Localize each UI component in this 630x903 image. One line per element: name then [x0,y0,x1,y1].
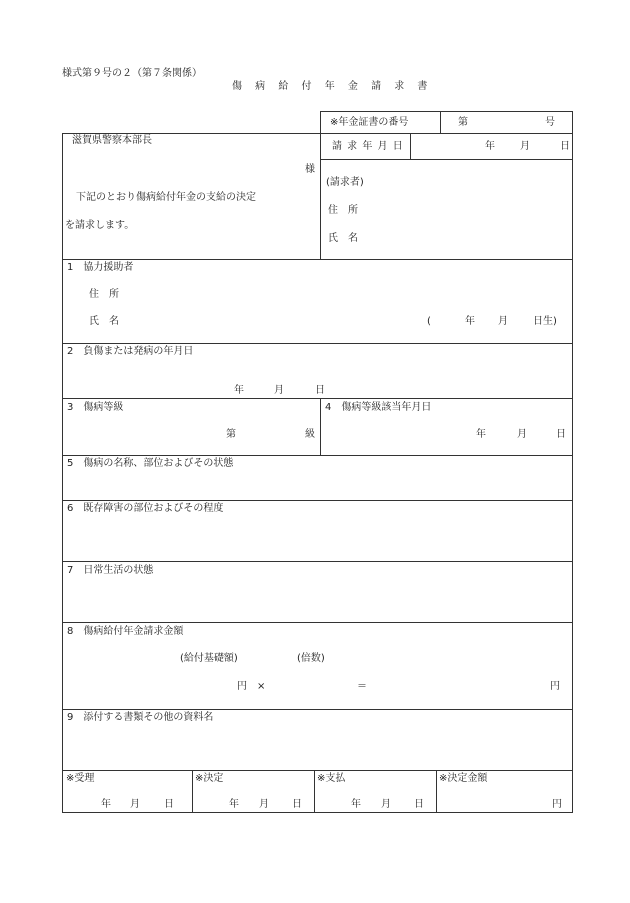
section-2-month: 月 [274,385,284,396]
section-4-month: 月 [517,429,527,440]
section-4-title: 4 傷病等級該当年月日 [325,402,432,413]
request-date-year: 年 [485,141,495,152]
section-1-birth-open: ( [427,316,431,327]
cert-number-suffix: 号 [545,117,555,128]
footer-decision-amount-yen: 円 [552,799,562,810]
request-date-day: 日 [560,141,570,152]
section-1-title: 1 協力援助者 [67,262,134,273]
section-8-multiplier-label: (倍数) [297,653,325,664]
footer-received-label: ※受理 [66,773,95,784]
section-2-day: 日 [315,385,325,396]
claimant-address-label: 住 所 [328,205,358,216]
footer-decision-year: 年 [229,799,239,810]
footer-payment-year: 年 [351,799,361,810]
section-3-prefix: 第 [226,429,236,440]
footer-decision-amount-label: ※決定金額 [439,773,488,784]
request-date-month: 月 [520,141,530,152]
cert-number-prefix: 第 [458,117,468,128]
section-4-day: 日 [556,429,566,440]
addressee-honorific: 様 [305,164,315,175]
section-9-title: 9 添付する書類その他の資料名 [67,712,214,723]
section-8-base-label: (給付基礎額) [180,653,238,664]
section-1-address: 住 所 [89,289,119,300]
request-text-line2: を請求します。 [65,220,135,231]
cert-number-label: ※年金証書の番号 [330,117,409,128]
footer-decision-label: ※決定 [195,773,224,784]
section-5-title: 5 傷病の名称、部位およびその状態 [67,458,234,469]
request-date-label: 請 求 年 月 日 [332,141,404,152]
section-1-name: 氏 名 [89,316,119,327]
section-2-year: 年 [234,385,244,396]
section-1-month: 月 [498,316,508,327]
footer-payment-month: 月 [381,799,391,810]
section-1-birth-close: 日生) [533,316,557,327]
footer-decision-month: 月 [259,799,269,810]
claimant-name-label: 氏 名 [328,233,358,244]
footer-payment-label: ※支払 [317,773,346,784]
request-text-line1: 下記のとおり傷病給付年金の支給の決定 [76,192,256,203]
footer-received-day: 日 [164,799,174,810]
section-6-title: 6 既存障害の部位およびその程度 [67,503,224,514]
form-number: 様式第９号の２（第７条関係） [62,68,202,79]
footer-decision-day: 日 [292,799,302,810]
main-form [62,133,573,813]
section-8-yen-times: 円 × [237,681,266,692]
section-4-year: 年 [476,429,486,440]
footer-payment-day: 日 [414,799,424,810]
section-3-title: 3 傷病等級 [67,402,124,413]
section-8-yen: 円 [550,681,560,692]
claimant-label: (請求者) [326,177,364,188]
section-7-title: 7 日常生活の状態 [67,565,154,576]
footer-received-month: 月 [130,799,140,810]
section-1-year: 年 [465,316,475,327]
section-8-equals: ＝ [357,681,367,692]
section-8-title: 8 傷病給付年金請求金額 [67,626,184,637]
section-2-title: 2 負傷または発病の年月日 [67,346,194,357]
section-3-suffix: 級 [305,429,315,440]
page-title: 傷 病 給 付 年 金 請 求 書 [232,81,433,92]
footer-received-year: 年 [101,799,111,810]
addressee-name: 滋賀県警察本部長 [72,135,152,146]
